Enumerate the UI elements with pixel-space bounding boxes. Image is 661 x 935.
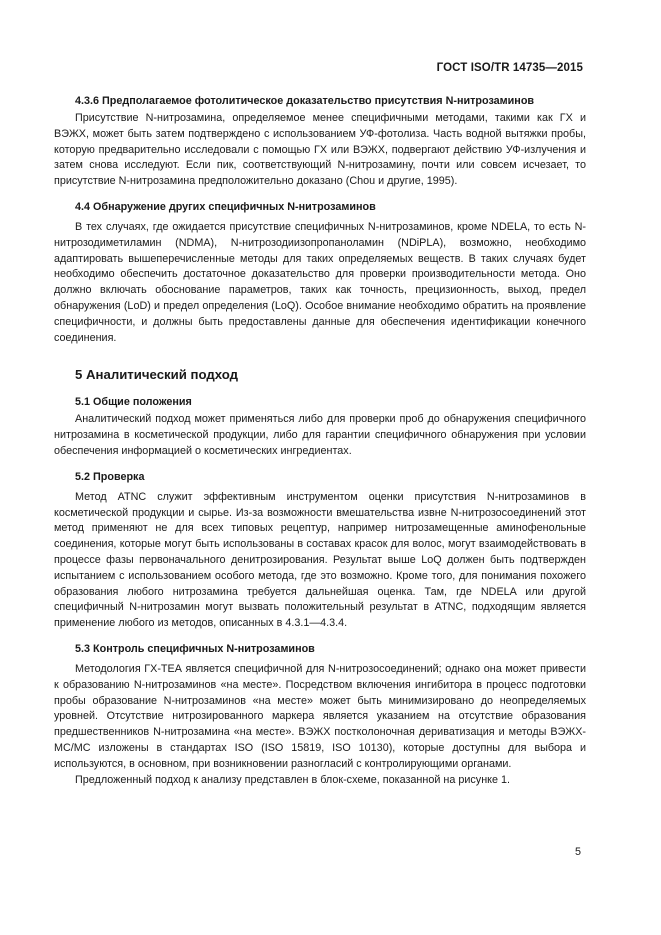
page-content <box>54 93 586 788</box>
section-heading-5-1: 5.1 Общие положения <box>75 396 192 409</box>
section-heading-4-3-6: 4.3.6 Предполагаемое фотолитическое доказательство присутствия N-нитрозаминов <box>75 95 535 107</box>
paragraph: В тех случаях, где ожидается присутствие специфичных N-нитрозаминов, кроме NDELA, то есть N-нитрозодиметиламин (NDMA), N-нитрозодиизопропаноламин (NDiPLA), возможно, необходимо адаптировать вышеперечисленные методы для таких определяемых веществ. В таких случаях будет необходимо обеспечить достаточное доказательство для проверки производительности метода. Оно должно включать обоснование параметров, таких как точность, прецизионность, выход, предел обнаружения (LoD) и предел определения (LoQ). Особое внимание необходимо обратить на проявление специфичности, и должны быть предоставлены данные для обеспечения идентификации конечного соединения. <box>54 220 586 344</box>
paragraph: Метод ATNC служит эффективным инструментом оценки присутствия N-нитрозаминов в косметической продукции и сырье. Из-за возможности вмешательства извне N-нитрозосоединений этот метод применяют не для всех типовых рецептур, например нитрозамещенные аминофенольные соединения, которые могут быть использованы в составах красок для волос, могут взаимодействовать в процессе фазы первоначального денитрозирования. Результат выше LoQ должен быть подтвержден испытанием с использованием особого метода, где это возможно. Кроме того, для понимания похожего образования любого нитрозамина требуется дальнейшая оценка. Там, где NDELA или другой специфичный N-нитрозамин могут вызвать положительный результат в ATNC, подходящим является применение любого из методов, описанных в 4.3.1—4.3.4. <box>54 490 586 630</box>
section-heading-5-3: 5.3 Контроль специфичных N-нитрозаминов <box>75 642 315 655</box>
section-heading-5: 5 Аналитический подход <box>75 367 238 383</box>
document-code: ГОСТ ISO/TR 14735—2015 <box>436 62 583 74</box>
section-heading-5-2: 5.2 Проверка <box>75 470 145 483</box>
page-number: 5 <box>574 846 581 858</box>
section-heading-4-4: 4.4 Обнаружение других специфичных N-нитрозаминов <box>75 200 376 213</box>
paragraph: Присутствие N-нитрозамина, определяемое менее специфичными методами, такими как ГХ и ВЭЖХ, может быть затем подтверждено с использованием УФ-фотолиза. Часть водной вытяжки пробы, которую предварительно исследовали с помощью ГХ или ВЭЖХ, подвергают действию УФ-излучения и затем снова исследуют. Если пик, соответствующий N-нитрозамину, почти или совсем исчезает, то присутствие N-нитрозамина предположительно доказано (Chou и другие, 1995). <box>54 112 586 188</box>
paragraph: Аналитический подход может применяться либо для проверки проб до обнаружения специфичного нитрозамина в косметической продукции, либо для гарантии специфичного обнаружения при условии обеспечения информацией о косметических ингредиентах. <box>54 413 586 457</box>
paragraph: Предложенный подход к анализу представлен в блок-схеме, показанной на рисунке 1. <box>75 773 511 786</box>
paragraph: Методология ГХ-ТЕА является специфичной для N-нитрозосоединений; однако она может привести к образованию N-нитрозаминов «на месте». Посредством включения ингибитора в процесс подготовки пробы образование N-нитрозаминов «на месте» может быть минимизировано до неопределяемых уровней. Отсутствие нитрозированного маркера является указанием на отсутствие образования предшественников N-нитрозамина «на месте». ВЭЖХ постколоночная дериватизация и методы ВЭЖХ-МС/МС изложены в стандартах ISO (ISO 15819, ISO 10130), которые доступны для выбора и используются, в основном, при возникновении разногласий с контролирующими органами. <box>54 662 586 770</box>
